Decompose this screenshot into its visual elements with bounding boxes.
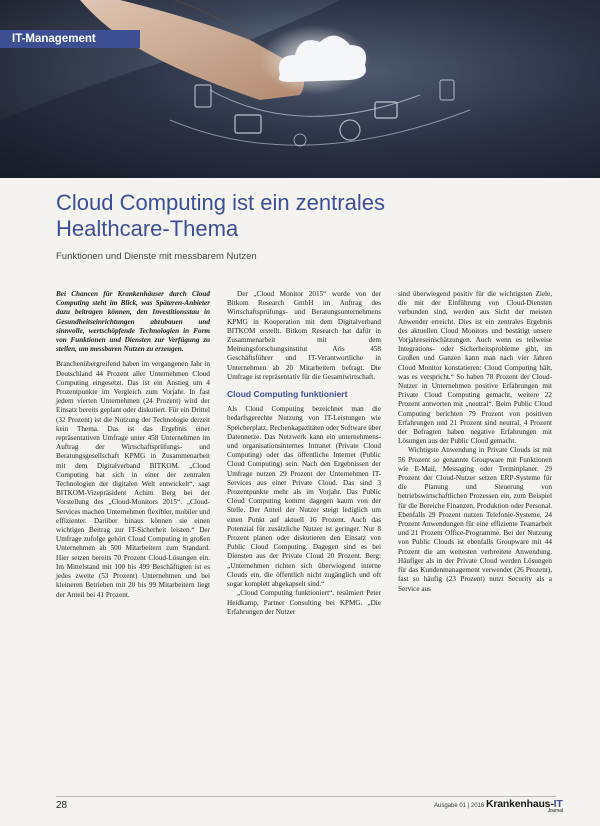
- lead-paragraph: Bei Chancen für Krankenhäuser durch Cloud Computing steht im Blick, was Späteren-Anbieter dazu beitragen können, den Investitionsstau in Gesundheitseinrichtungen abzubauen und sinnvolle, wertschöpfende Technologien in Form von Funktionen und Diensten zur Verfügung zu stellen, um messbaren Nutzen zu erzeugen.: [56, 290, 210, 354]
- cloud-hand-illustration: [0, 0, 600, 178]
- body-paragraph: „Cloud Computing funktioniert“, resümiert Peter Heidkamp, Partner Consulting bei KPMG. „Die Erfahrungen der Nutzer: [227, 589, 381, 616]
- body-paragraph: sind überwiegend positiv für die wichtigsten Ziele, die mit der Einführung von Cloud-Diensten verbunden sind, werden aus Sicht der meisten Anwender erreicht. Dies ist ein zentrales Ergebnis des aktuellen Cloud Monitors und bestätigt unsere Vorjahreseinschätzungen. Auch wenn es teilweise Integrations- oder Sicherheitsprobleme gibt, im Großen und Ganzen kann man nach vier Jahren Cloud Monitor konstatieren: Cloud Computing hält, was es verspricht.“ So haben 78 Prozent der Cloud-Nutzer in Unternehmen positive Erfahrungen mit Private Cloud Computing gemacht, weitere 22 Prozent antworten mit „neutral“. Beim Public Cloud Computing berichten 79 Prozent von positiven Erfahrungen und 21 Prozent sind neutral. 4 Prozent der Befragten haben negative Erfahrungen mit Lösungen aus der Public Cloud gemacht.: [398, 290, 552, 446]
- article-title-line1: Cloud Computing ist ein zentrales: [56, 190, 385, 215]
- text-column-1: [56, 290, 210, 600]
- text-column-3: [398, 290, 552, 594]
- logo-subtext: Journal: [547, 808, 563, 814]
- body-paragraph: Als Cloud Computing bezeichnet man die bedarfsgerechte Nutzung von IT-Leistungen wie Speicherplatz, Rechenkapazitäten oder Software über Datennetze. Das Netzwerk kann ein unternehmens- und organisationsinternes Intranet (Private Cloud Computing) oder das öffentliche Internet (Public Cloud Computing) sein. Nach den Ergebnissen der Umfrage nutzen 29 Prozent der Unternehmen IT-Services aus einer Private Cloud. Das sind 3 Prozentpunkte mehr als im Vorjahr. Das Public Cloud Computing kommt dagegen kaum von der Stelle. Der Anteil der Nutzer steigt lediglich um einen Punkt auf aktuell 16 Prozent. Auch das Potenzial für zusätzliche Nutzer ist geringer. Nur 8 Prozent planen oder diskutieren den Einsatz von Public Cloud Computing. Dagegen sind es bei Diensten aus der Private Cloud 20 Prozent. Berg: „Unternehmen richten sich überwiegend interne Clouds ein, die öffentlich nicht zugänglich und oft sogar komplett abgekapselt sind.“: [227, 405, 381, 589]
- footer-rule: [56, 796, 556, 797]
- logo-text-part1: Krankenhaus-: [486, 798, 554, 810]
- logo-text-part2: IT: [553, 798, 563, 810]
- page-number: 28: [56, 800, 68, 811]
- section-subheading: Cloud Computing funktioniert: [227, 389, 348, 400]
- body-paragraph: Wichtigste Anwendung in Private Clouds ist mit 56 Prozent so genannte Groupware mit Funktionen wie E-Mail, Messaging oder Terminplaner. 29 Prozent der Cloud-Nutzer setzen ERP-Systeme für die Planung und Steuerung von betriebswirtschaftlichen Prozessen ein, zum Beispiel für die Bereiche Finanzen, Produktion oder Personal. Ebenfalls 29 Prozent nutzen Telefonie-Systeme, 24 Prozent Anwendungen für eine effiziente Teamarbeit und 21 Prozent Office-Programme. Bei der Nutzung von Public Clouds ist ebenfalls Groupware mit 44 Prozent die am weitesten verbreitete Anwendung. Häufiger als in der Private Cloud werden Lösungen für das Kundenmanagement verwendet (26 Prozent), fast so häufig (23 Prozent) nutzt Security als a Service aus: [398, 446, 552, 593]
- body-paragraph: Der „Cloud Monitor 2015“ wurde von der Bitkom Research GmbH im Auftrag des Wirtschaftsprüfungs- und Beratungsunternehmens KPMG in Kooperation mit dem Digitalverband BITKOM erstellt. Bitkom Research hat dafür in Zusammenarbeit mit dem Meinungsforschungsinstitut Aris 458 Geschäftsführer und IT-Verantwortliche in Unternehmen ab 20 Mitarbeitern befragt. Die Umfrage ist repräsentativ für die Gesamtwirtschaft.: [227, 290, 381, 381]
- article-title-line2: Healthcare-Thema: [56, 216, 239, 241]
- journal-logo: [486, 798, 563, 814]
- hero-image: [0, 0, 600, 178]
- issue-label: Ausgabe 01 | 2016: [434, 803, 485, 809]
- section-tag: IT-Management: [0, 30, 140, 48]
- text-column-2: [227, 290, 381, 617]
- body-paragraph: Branchenübergreifend haben im vergangenen Jahr in Deutschland 44 Prozent aller Unternehmen Cloud Computing eingesetzt. Das ist ein Anstieg um 4 Prozentpunkte im Vergleich zum Vorjahr. In fast jedem vierten Unternehmen (24 Prozent) wird der Einsatz bereits geplant oder diskutiert. Für ein Drittel (32 Prozent) ist die Nutzung der Technologie derzeit kein Thema. Das ist das Ergebnis einer repräsentativen Umfrage unter 458 Unternehmen im Auftrag der Wirtschaftsprüfungs- und Beratungsgesellschaft KPMG in Zusammenarbeit mit dem Digitalverband BITKOM. „Cloud Computing hat sich in einer der zentralen Technologien der digitalen Welt entwickelt“, sagt BITKOM-Vizepräsident Achim Berg bei der Vorstellung des „Cloud-Monitors 2015“. „Cloud-Services machen Unternehmen flexibler, mobiler und effizienter. Darüber hinaus können sie einen wichtigen Beitrag zur IT-Sicherheit leisten.“ Der Umfrage zufolge gehört Cloud Computing in großen Unternehmen ab 500 Mitarbeitern zum Standard. Hier setzen bereits 70 Prozent Cloud-Lösungen ein. Im Mittelstand mit 100 bis 499 Beschäftigten ist es jedes zweite (53 Prozent) Unternehmen und bei kleineren Betrieben mit 20 bis 99 Mitarbeitern liegt der Anteil bei 41 Prozent.: [56, 360, 210, 599]
- article-title: [56, 190, 556, 242]
- article-subtitle: Funktionen und Dienste mit messbarem Nutzen: [56, 251, 257, 262]
